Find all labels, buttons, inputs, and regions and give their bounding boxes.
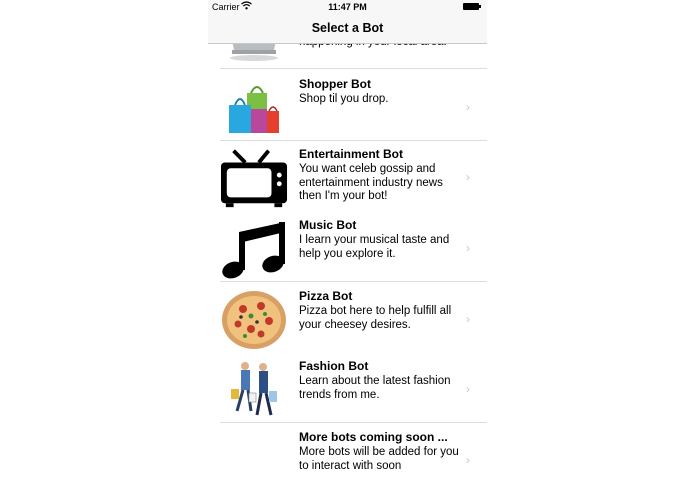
list-item-description: Shop til you drop.: [299, 93, 389, 105]
list-item-description: Learn about the latest fashion trends from me.: [299, 375, 451, 401]
list-item-description: Pizza bot here to help fulfill all your cheesey desires.: [299, 305, 452, 331]
list-item-description: You want celeb gossip and entertainment industry news then I'm your bot!: [299, 163, 443, 202]
carrier-label: Carrier: [212, 2, 240, 12]
list-item-more-bots[interactable]: [208, 424, 487, 494]
navigation-bar: [208, 14, 487, 44]
list-item-description: More bots will be added for you to interact with soon: [299, 446, 459, 472]
list-item-title: More bots coming soon ...: [299, 430, 448, 444]
row-separator: [220, 281, 487, 282]
chevron-right-icon: ›: [466, 241, 470, 255]
page-title: Select a Bot: [311, 21, 384, 35]
chevron-right-icon: ›: [466, 170, 470, 184]
list-item-entertainment-bot[interactable]: [208, 141, 487, 211]
list-item-pizza-bot[interactable]: [208, 283, 487, 353]
list-item-title: Music Bot: [299, 218, 357, 232]
list-item-description: I learn your musical taste and help you explore it.: [299, 234, 450, 260]
list-item-shopper-bot[interactable]: [208, 71, 487, 141]
chevron-right-icon: ›: [466, 312, 470, 326]
music-note-icon: [220, 218, 288, 280]
list-item-fashion-bot[interactable]: [208, 353, 487, 423]
fashion-shoppers-icon: [220, 359, 288, 421]
list-item-music-bot[interactable]: [208, 212, 487, 282]
list-item-title: Fashion Bot: [299, 359, 369, 373]
row-separator: [220, 422, 487, 423]
row-separator: [220, 68, 487, 69]
shopping-bags-icon: [220, 77, 288, 139]
phone-screen: [208, 0, 487, 494]
chevron-right-icon: ›: [466, 382, 470, 396]
clock: 11:47 PM: [328, 2, 367, 12]
battery-icon: [463, 3, 479, 10]
chevron-right-icon: ›: [466, 453, 470, 467]
list-item-title: Pizza Bot: [299, 289, 353, 303]
chevron-right-icon: ›: [466, 100, 470, 114]
status-bar: [208, 0, 487, 14]
tv-icon: [220, 147, 288, 209]
pizza-icon: [220, 289, 288, 351]
list-item-title: Shopper Bot: [299, 77, 371, 91]
list-item-title: Entertainment Bot: [299, 147, 404, 161]
